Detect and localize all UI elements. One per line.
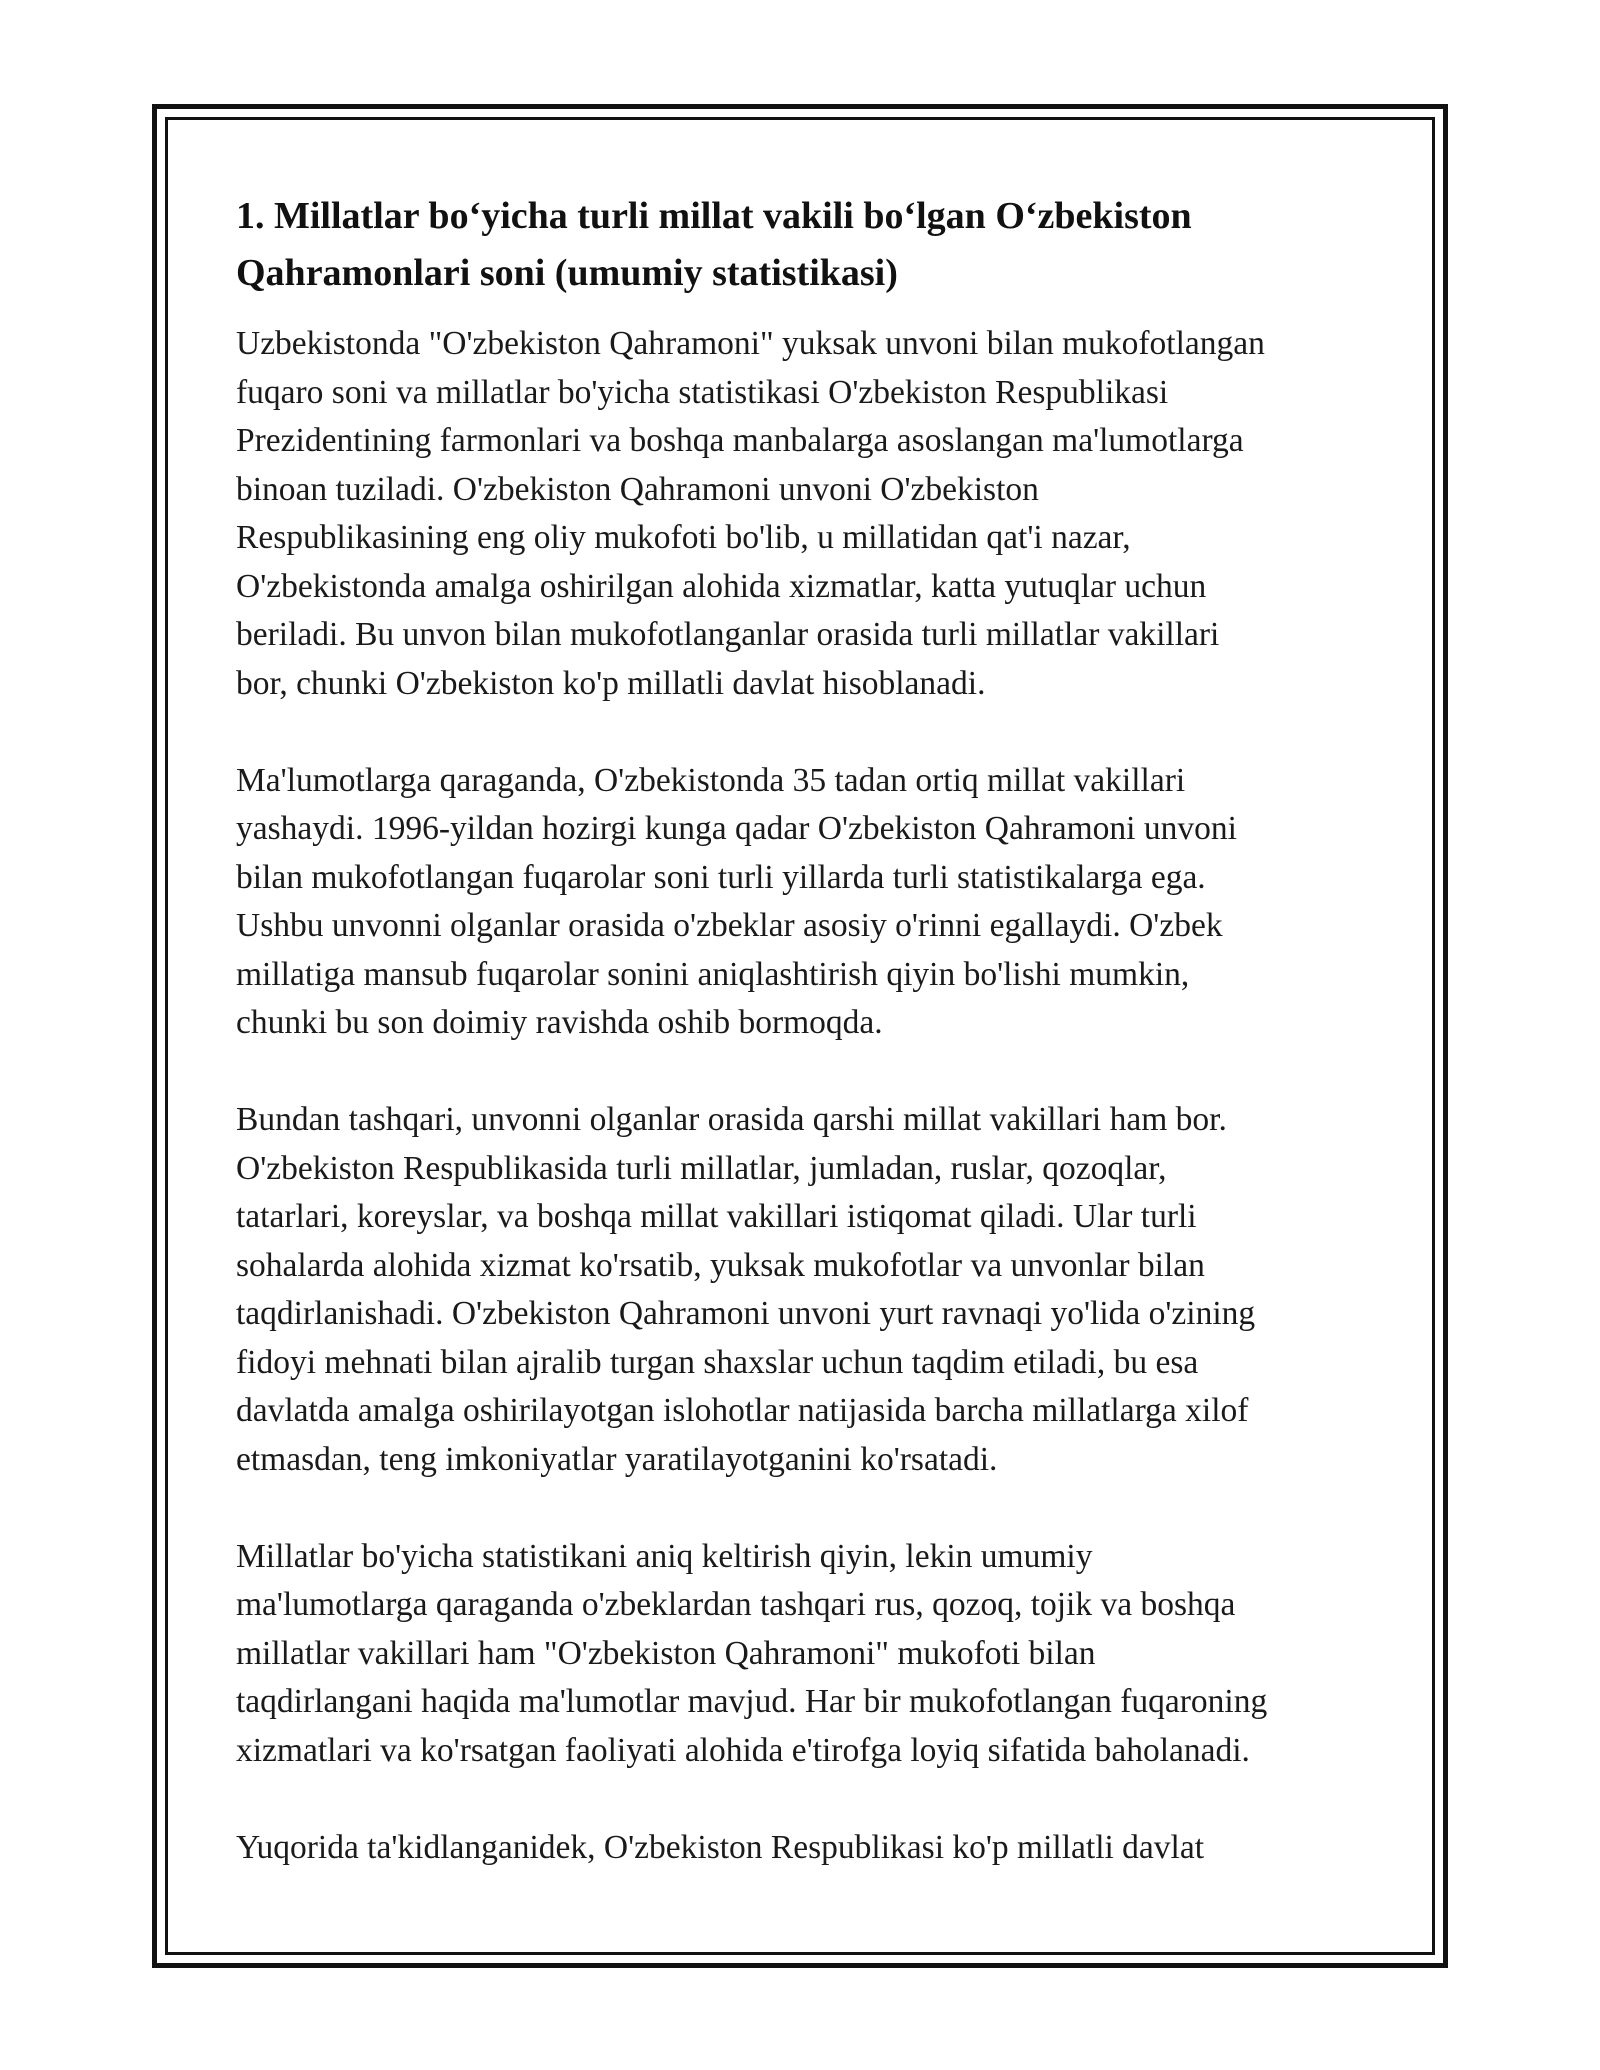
paragraph-line: davlatda amalga oshirilayotgan islohotlar natijasida barcha millatlarga xilof bbox=[236, 1392, 1249, 1429]
paragraph-line: xizmatlari va ko'rsatgan faoliyati alohida e'tirofga loyiq sifatida baholanadi. bbox=[236, 1731, 1250, 1769]
paragraph-line: fuqaro soni va millatlar bo'yicha statistikasi O'zbekiston Respublikasi bbox=[236, 373, 1169, 411]
paragraph-line: fidoyi mehnati bilan ajralib turgan shaxslar uchun taqdim etiladi, bu esa bbox=[236, 1343, 1199, 1381]
paragraph-line: etmasdan, teng imkoniyatlar yaratilayotganini ko'rsatadi. bbox=[236, 1440, 998, 1478]
paragraph-line: beriladi. Bu unvon bilan mukofotlanganlar orasida turli millatlar vakillari bbox=[236, 616, 1220, 653]
paragraph-line: Ushbu unvonni olganlar orasida o'zbeklar asosiy o'rinni egallaydi. O'zbek bbox=[236, 907, 1223, 944]
paragraph-line: Ma'lumotlarga qaraganda, O'zbekistonda 35 tadan ortiq millat vakillari bbox=[236, 761, 1186, 799]
paragraph-line: taqdirlangani haqida ma'lumotlar mavjud. Har bir mukofotlangan fuqaroning bbox=[236, 1683, 1268, 1720]
paragraph bbox=[236, 1096, 1376, 1484]
paragraph-line: ma'lumotlarga qaraganda o'zbeklardan tashqari rus, qozoq, tojik va boshqa bbox=[236, 1586, 1236, 1623]
paragraph-line: Bundan tashqari, unvonni olganlar orasida qarshi millat vakillari ham bor. bbox=[236, 1101, 1227, 1138]
paragraph-line: binoan tuziladi. O'zbekiston Qahramoni unvoni O'zbekiston bbox=[236, 470, 1039, 508]
section-heading bbox=[236, 188, 1376, 302]
paragraph-line: taqdirlanishadi. O'zbekiston Qahramoni unvoni yurt ravnaqi yo'lida o'zining bbox=[236, 1295, 1256, 1332]
paragraph-line: Uzbekistonda "O'zbekiston Qahramoni" yuksak unvoni bilan mukofotlangan bbox=[236, 325, 1265, 362]
paragraph-line: sohalarda alohida xizmat ko'rsatib, yuksak mukofotlar va unvonlar bilan bbox=[236, 1246, 1205, 1284]
paragraph-line: Respublikasining eng oliy mukofoti bo'lib, u millatidan qat'i nazar, bbox=[236, 519, 1131, 556]
paragraph-line: Millatlar bo'yicha statistikani aniq keltirish qiyin, lekin umumiy bbox=[236, 1537, 1093, 1575]
paragraph bbox=[236, 757, 1376, 1048]
paragraph-line: bilan mukofotlangan fuqarolar soni turli yillarda turli statistikalarga ega. bbox=[236, 858, 1206, 896]
paragraph-line: O'zbekistonda amalga oshirilgan alohida xizmatlar, katta yutuqlar uchun bbox=[236, 567, 1207, 605]
paragraph-line: Yuqorida ta'kidlanganidek, O'zbekiston Respublikasi ko'p millatli davlat bbox=[236, 1828, 1205, 1866]
paragraph bbox=[236, 320, 1376, 708]
paragraph-line: millatlar vakillari ham "O'zbekiston Qahramoni" mukofoti bilan bbox=[236, 1634, 1096, 1672]
paragraph-line: millatiga mansub fuqarolar sonini aniqlashtirish qiyin bo'lishi mumkin, bbox=[236, 955, 1190, 993]
paragraph-line: Prezidentining farmonlari va boshqa manbalarga asoslangan ma'lumotlarga bbox=[236, 422, 1244, 459]
paragraph-line: chunki bu son doimiy ravishda oshib bormoqda. bbox=[236, 1004, 883, 1041]
paragraph-line: tatarlari, koreyslar, va boshqa millat vakillari istiqomat qiladi. Ular turli bbox=[236, 1198, 1197, 1235]
document-body bbox=[236, 188, 1376, 1921]
paragraph-line: yashaydi. 1996-yildan hozirgi kunga qadar O'zbekiston Qahramoni unvoni bbox=[236, 810, 1237, 847]
paragraph bbox=[236, 1533, 1376, 1776]
heading-line: Qahramonlari soni (umumiy statistikasi) bbox=[236, 252, 898, 294]
paragraph bbox=[236, 1824, 1376, 1873]
heading-line: 1. Millatlar bo‘yicha turli millat vakili bo‘lgan O‘zbekiston bbox=[236, 195, 1192, 237]
paragraph-line: O'zbekiston Respublikasida turli millatlar, jumladan, ruslar, qozoqlar, bbox=[236, 1149, 1167, 1187]
paragraph-line: bor, chunki O'zbekiston ko'p millatli davlat hisoblanadi. bbox=[236, 664, 986, 702]
